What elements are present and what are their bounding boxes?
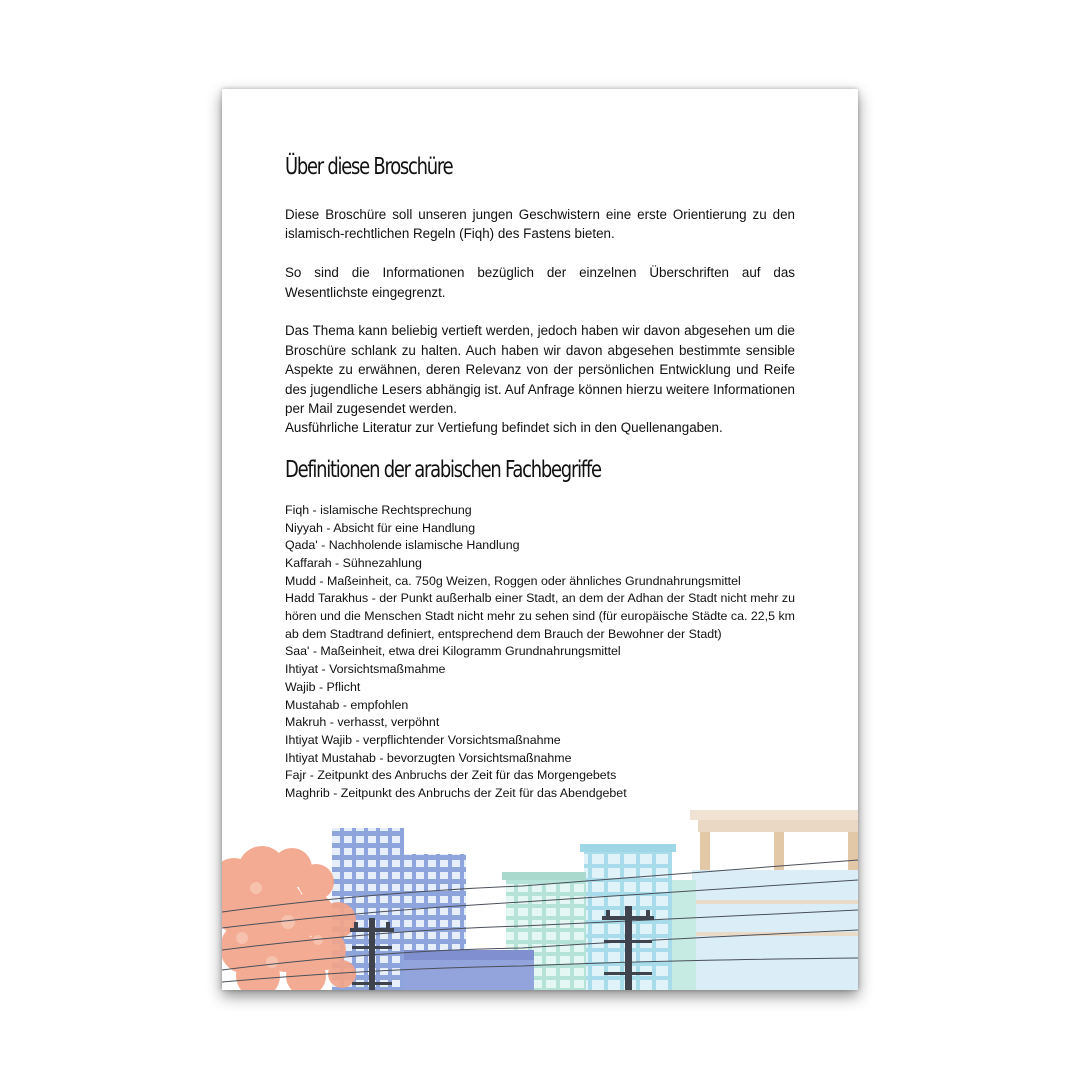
- intro-paragraph: Das Thema kann beliebig vertieft werden, jedoch haben wir davon abgesehen um die Broschüre schlank zu halten. Auch haben wir davon abgesehen bestimmte sensible Aspekte zu erwähnen, deren Relevanz von der persönlichen Entwicklung und Reife des jugendliche Lesers abhängig ist. Auf Anfrage können hierzu weitere Informationen per Mail zugesendet werden.: [285, 323, 795, 417]
- definition-item: Ihtiyat - Vorsichtsmaßmahme: [285, 662, 446, 677]
- definition-item: Mustahab - empfohlen: [285, 697, 409, 712]
- definition-item: Mudd - Maßeinheit, ca. 750g Weizen, Roggen oder ähnliches Grundnahrungsmittel: [285, 573, 741, 588]
- brochure-page: [222, 89, 858, 990]
- definitions-list: [285, 502, 795, 803]
- building-beige: [690, 810, 858, 990]
- heading-definitions: Definitionen der arabischen Fachbegriffe: [285, 456, 601, 483]
- city-skyline-illustration: [222, 810, 858, 990]
- definition-item: Fiqh - islamische Rechtsprechung: [285, 502, 472, 517]
- definition-item: Ihtiyat Mustahab - bevorzugten Vorsichtsmaßnahme: [285, 750, 572, 765]
- definition-item: Kaffarah - Sühnezahlung: [285, 555, 422, 570]
- intro-section: [285, 205, 795, 438]
- definition-item: Saa' - Maßeinheit, etwa drei Kilogramm Grundnahrungsmittel: [285, 644, 621, 659]
- building-blue: [332, 828, 534, 990]
- definition-item: Niyyah - Absicht für eine Handlung: [285, 520, 476, 535]
- intro-paragraph: Ausführliche Literatur zur Vertiefung befindet sich in den Quellenangaben.: [285, 420, 723, 436]
- definition-item: Qada' - Nachholende islamische Handlung: [285, 538, 520, 553]
- intro-paragraph: Diese Broschüre soll unseren jungen Geschwistern eine erste Orientierung zu den islamisch-rechtlichen Regeln (Fiqh) des Fastens bieten.: [285, 207, 795, 242]
- heading-about-brochure: Über diese Broschüre: [285, 154, 453, 180]
- definition-item: Hadd Tarakhus - der Punkt außerhalb einer Stadt, an dem der Adhan der Stadt nicht mehr zu hören und die Menschen Stadt nicht mehr zu sehen sind (für europäische Städte ca. 22,5 km ab dem Stadtrand definiert, entsprechend dem Brauch der Bewohner der Stadt): [285, 591, 795, 641]
- definition-item: Maghrib - Zeitpunkt des Anbruchs der Zeit für das Abendgebet: [285, 786, 627, 801]
- definition-item: Ihtiyat Wajib - verpflichtender Vorsichtsmaßnahme: [285, 732, 561, 747]
- page-content: [285, 151, 795, 803]
- intro-paragraph: So sind die Informationen bezüglich der einzelnen Überschriften auf das Wesentlichste eingegrenzt.: [285, 265, 795, 300]
- definition-item: Makruh - verhasst, verpöhnt: [285, 715, 440, 730]
- definition-item: Wajib - Pflicht: [285, 679, 361, 694]
- definition-item: Fajr - Zeitpunkt des Anbruchs der Zeit für das Morgengebets: [285, 768, 617, 783]
